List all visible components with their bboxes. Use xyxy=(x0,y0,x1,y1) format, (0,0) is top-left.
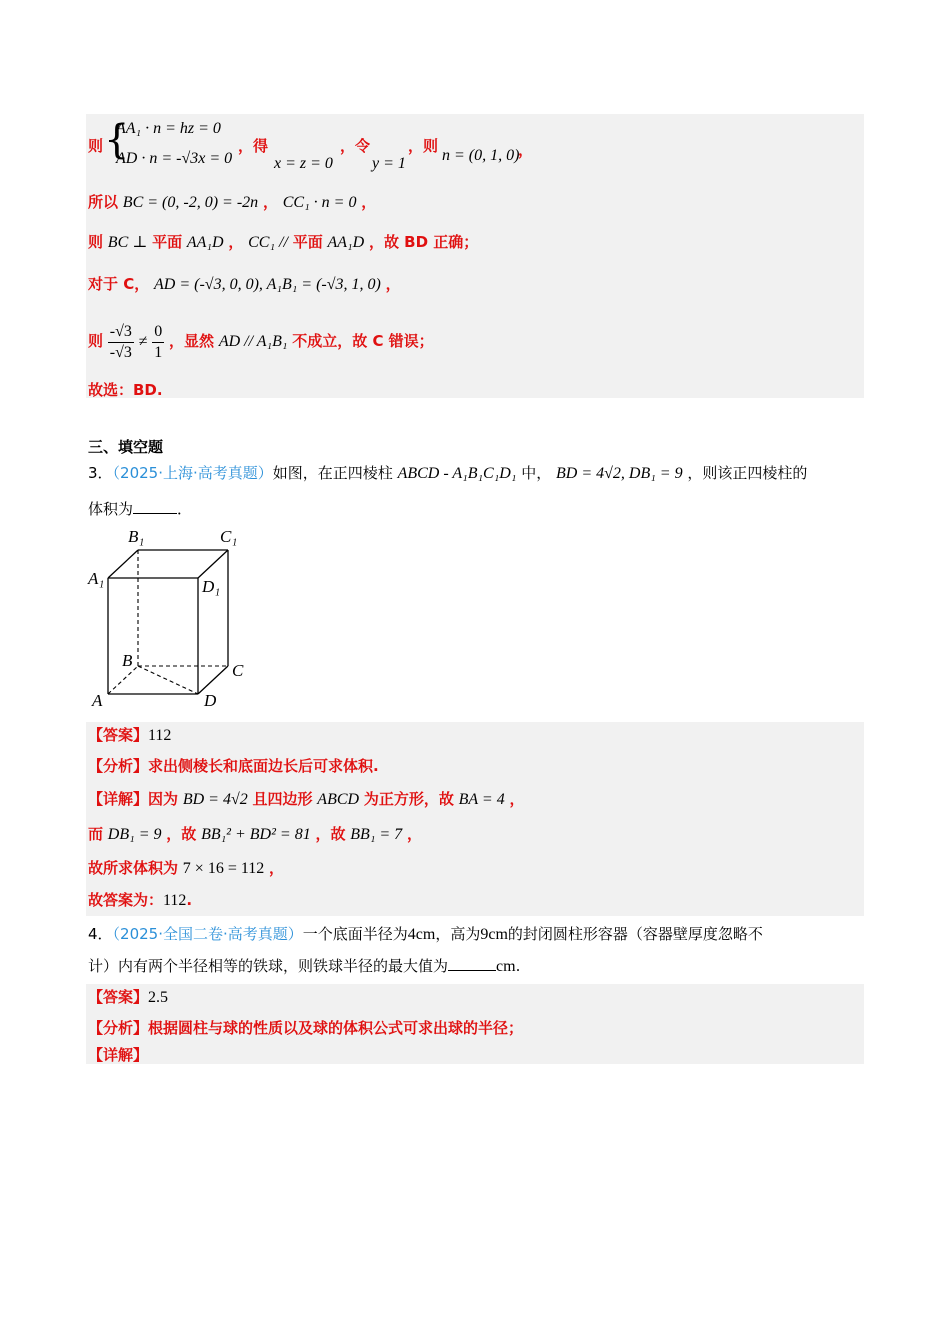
question-text: 一个底面半径为 xyxy=(302,925,408,943)
solution-block-q3 xyxy=(86,722,864,916)
text-ze-4: 则 xyxy=(88,332,104,350)
text-ze: 则 xyxy=(88,137,104,155)
neq-symbol: ≠ xyxy=(138,333,148,350)
text-xianran: ，显然 xyxy=(169,332,215,350)
q4-analysis-line xyxy=(88,1018,523,1038)
question-source: （2025·全国二卷·高考真题） xyxy=(112,925,303,943)
q3-answer-line xyxy=(88,725,171,746)
unit: cm xyxy=(496,958,516,975)
radius-value: 4cm xyxy=(407,926,436,943)
ba-value: BA = 4 xyxy=(458,791,505,808)
answer-tag: 【答案】 xyxy=(88,726,149,744)
question-text: 计）内有两个半径相等的铁球，则铁球半径的最大值为 xyxy=(88,957,449,975)
db1-value: DB₁ = 9 xyxy=(107,826,162,843)
label-a: A xyxy=(92,691,103,710)
detail-text: 故答案为： xyxy=(88,891,164,909)
detail-text: 故所求体积为 xyxy=(88,859,179,877)
analysis-tag: 【分析】 xyxy=(88,757,149,775)
label-c: C xyxy=(232,661,244,680)
cc1-equation: CC₁ · n = 0 xyxy=(282,194,357,211)
fraction-numerator: -√3 xyxy=(108,322,134,343)
bd-value: BD = 4√2 xyxy=(182,791,248,808)
q3-detail-line-1 xyxy=(88,789,525,810)
period: . xyxy=(515,957,521,975)
volume-calc: 7 × 16 = 112 xyxy=(182,860,265,877)
question-text: ，则该正四棱柱的 xyxy=(687,464,808,482)
detail-text: ，故 xyxy=(315,825,346,843)
label-d: D xyxy=(204,691,217,710)
comma: ， xyxy=(385,275,401,293)
text-for-c: 对于 C， xyxy=(88,275,150,293)
pythag-sum: BB₁² + BD² = 81 xyxy=(201,826,311,843)
bc-perp: BC ⊥ xyxy=(107,234,148,251)
cc1-parallel: CC₁ // xyxy=(248,234,288,251)
detail-text: 且四边形 xyxy=(252,790,313,808)
comma: ， xyxy=(361,193,377,211)
analysis-text: 求出侧棱长和底面边长后可求体积. xyxy=(148,757,379,775)
question-4-line-1 xyxy=(88,924,763,945)
question-3-line-1 xyxy=(88,463,807,484)
normal-vector: n = (0, 1, 0) xyxy=(442,147,520,164)
prism-figure xyxy=(86,526,256,716)
answer-select-line xyxy=(88,380,163,400)
fraction-denominator: -√3 xyxy=(109,343,132,361)
answer-blank xyxy=(448,956,496,971)
fraction-2-denominator: 1 xyxy=(154,343,163,361)
label-d1: D₁ xyxy=(202,577,221,596)
detail-tag: 【详解】 xyxy=(88,1046,149,1064)
question-text: 体积为 xyxy=(88,500,134,518)
text-suoyi: 所以 xyxy=(88,193,119,211)
detail-text: . xyxy=(186,891,193,909)
comma: ， xyxy=(262,193,278,211)
q4-answer-line xyxy=(88,987,168,1008)
text-plane: 平面 xyxy=(152,233,183,251)
detail-text: 因为 xyxy=(148,790,179,808)
text-ze-3: 则 xyxy=(88,233,104,251)
brace-symbol: { xyxy=(104,117,130,163)
system-eq-1: AA₁ · n = hz = 0 xyxy=(116,120,221,137)
answer-selection: 故选：BD. xyxy=(88,381,163,399)
fraction-2 xyxy=(152,322,164,363)
plane-aa1d-2: AA₁D xyxy=(327,234,365,251)
answer-value: 2.5 xyxy=(148,989,169,1006)
detail-text: 为正方形，故 xyxy=(363,790,454,808)
question-text: 的封闭圆柱形容器（容器壁厚度忽略不 xyxy=(507,925,763,943)
question-number: 3． xyxy=(88,464,113,482)
c-wrong: 不成立，故 C 错误； xyxy=(292,332,434,350)
detail-tag: 【详解】 xyxy=(88,790,149,808)
height-value: 9cm xyxy=(480,926,508,943)
question-4-line-2 xyxy=(88,956,520,977)
final-answer: 112 xyxy=(163,892,187,909)
detail-text: ， xyxy=(509,790,525,808)
condition-y: y = 1 xyxy=(372,155,406,172)
bc-line xyxy=(88,192,376,213)
bd-correct: ，故 BD 正确； xyxy=(368,233,479,251)
q3-analysis-line xyxy=(88,756,379,776)
text-ze-2: ，则 xyxy=(408,137,439,155)
text-ling: ，令 xyxy=(340,137,371,155)
q3-detail-line-2 xyxy=(88,824,422,845)
section-title: 三、填空题 xyxy=(88,438,164,456)
ad-vector: AD = (-√3, 0, 0), A₁B₁ = (-√3, 1, 0) xyxy=(154,276,381,293)
prism-name: ABCD - A₁B₁C₁D₁ xyxy=(397,465,517,482)
fraction-line xyxy=(88,318,434,364)
condition-xz: x = z = 0 xyxy=(274,155,333,172)
detail-text: 而 xyxy=(88,825,104,843)
detail-text: ， xyxy=(269,859,285,877)
question-3-line-2 xyxy=(88,499,192,519)
q3-detail-line-3 xyxy=(88,858,284,879)
answer-blank xyxy=(133,499,177,514)
question-source: （2025·上海·高考真题） xyxy=(112,464,273,482)
question-text: ，高为 xyxy=(435,925,481,943)
q4-detail-line xyxy=(88,1045,148,1065)
system-eq-2: AD · n = -√3x = 0 xyxy=(116,150,233,167)
text-plane-2: 平面 xyxy=(292,233,323,251)
comma: ， xyxy=(518,141,534,159)
perp-line xyxy=(88,232,478,253)
detail-text: ， xyxy=(406,825,422,843)
analysis-tag: 【分析】 xyxy=(88,1019,149,1037)
bc-equation: BC = (0, -2, 0) = -2n xyxy=(122,194,259,211)
given-values: BD = 4√2, DB₁ = 9 xyxy=(555,465,683,482)
label-b1: B₁ xyxy=(128,527,145,546)
bb1-value: BB₁ = 7 xyxy=(350,826,403,843)
fraction xyxy=(108,322,134,363)
for-c-line xyxy=(88,274,401,295)
detail-text: ，故 xyxy=(166,825,197,843)
q3-detail-line-4 xyxy=(88,890,192,911)
question-text: 如图，在正四棱柱 xyxy=(272,464,393,482)
question-text: 中， xyxy=(521,464,552,482)
answer-tag: 【答案】 xyxy=(88,988,149,1006)
answer-value: 112 xyxy=(148,727,172,744)
plane-aa1d: AA₁D xyxy=(186,234,224,251)
ad-parallel: AD // A₁B₁ xyxy=(218,333,288,350)
period: ． xyxy=(177,500,193,518)
label-b: B xyxy=(122,651,133,670)
analysis-text: 根据圆柱与球的性质以及球的体积公式可求出球的半径； xyxy=(148,1019,524,1037)
label-c1: C₁ xyxy=(220,527,238,546)
text-de: ，得 xyxy=(238,137,269,155)
comma: ， xyxy=(228,233,244,251)
abcd: ABCD xyxy=(317,791,360,808)
fraction-2-numerator: 0 xyxy=(152,322,164,343)
label-a1: A₁ xyxy=(88,569,105,588)
question-number: 4． xyxy=(88,925,113,943)
